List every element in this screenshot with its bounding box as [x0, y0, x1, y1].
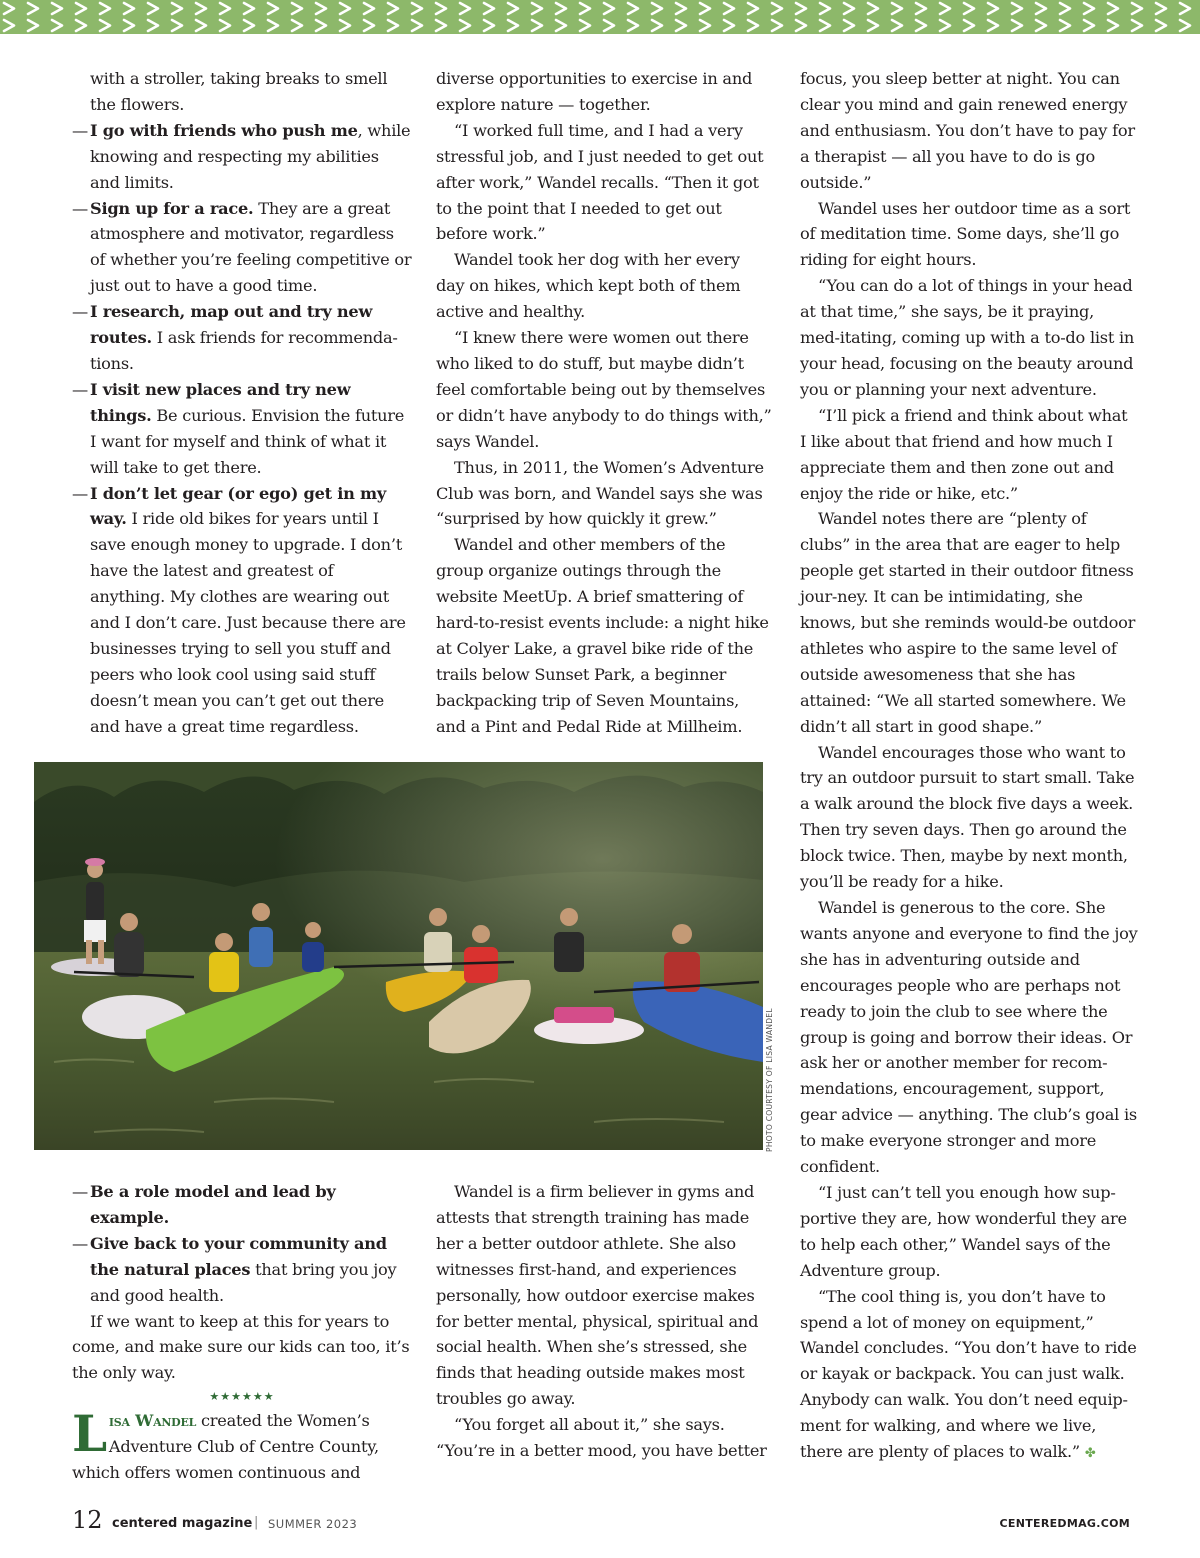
- paragraph: “You forget all about it,” she says. “You’re in a better mood, you have better: [436, 1415, 767, 1461]
- paragraph: “You can do a lot of things in your head at that time,” she says, be it praying, med-itating, coming up with a to-do list in your head, focusing on the beauty around you or planning your next adventure.: [800, 276, 1135, 399]
- list-item-text: I ride old bikes for years until I save enough money to upgrade. I don’t have the latest and greatest of anything. My clothes are wearing out and I don’t care. Just because there are businesses trying to sell you stuff and peers who look cool using said stuff doesn’t mean you can’t get out there and have a great time regardless.: [90, 509, 406, 736]
- section-divider-stars: ★★★★★★: [209, 1390, 275, 1404]
- list-item-lead: I go with friends who push me: [90, 120, 358, 140]
- list-item: — Be a role model and lead by example.: [72, 1182, 336, 1227]
- paragraph: If we want to keep at this for years to come, and make sure our kids can too, it’s the only way.: [72, 1311, 410, 1383]
- paragraph: Wandel took her dog with her every day on hikes, which kept both of them active and healthy.: [436, 250, 741, 322]
- footer-separator: |: [254, 1515, 259, 1530]
- list-item-lead: I research, map out and try new routes.: [90, 302, 373, 348]
- paragraph: Wandel and other members of the group organize outings through the website MeetUp. A brief smattering of hard-to-resist events include: a night hike at Colyer Lake, a gravel bike ride of the trails below Sunset Park, a beginner backpacking trip of Seven Mountains, and a Pint and Pedal Ride at Millheim.: [436, 535, 769, 736]
- kayak-group-photo: [34, 762, 763, 1150]
- paragraph: “I knew there were women out there who liked to do stuff, but maybe didn’t feel comfortable being out by themselves or didn’t have anybody to do things with,” says Wandel.: [436, 328, 772, 451]
- list-item-lead: Be a role model and lead by example.: [90, 1182, 336, 1227]
- paragraph: diverse opportunities to exercise in and explore nature — together.: [436, 69, 753, 114]
- author-bio: [72, 1404, 412, 1486]
- page-number: 12: [72, 1506, 103, 1534]
- paragraph: focus, you sleep better at night. You can clear you mind and gain renewed energy and enthusiasm. You don’t have to pay for a therapist — all you have to do is go outside.”: [800, 69, 1135, 192]
- list-item: — I go with friends who push me, while knowing and respecting my abilities and limits.: [72, 120, 411, 192]
- column-1-top: [72, 66, 412, 740]
- photo-credit: PHOTO COURTESY OF LISA WANDEL: [765, 1008, 774, 1152]
- list-item-text: that bring you joy and good health.: [90, 1259, 397, 1305]
- paragraph: Wandel notes there are “plenty of clubs” in the area that are eager to help people get started in their outdoor fitness jour-ney. It can be intimidating, she knows, but she reminds would-be outdoor athletes who aspire to the same level of outside awesomeness that she has attained: “We all started somewhere. We didn’t all start in good shape.”: [800, 509, 1136, 736]
- end-mark-icon: ✤: [1084, 1446, 1096, 1462]
- paragraph-final: [800, 1284, 1138, 1467]
- column-3: [800, 66, 1138, 1467]
- list-item-lead: I don’t let gear (or ego) get in my way.: [90, 483, 387, 529]
- paragraph: “I’ll pick a friend and think about what I like about that friend and how much I appreciate them and then zone out and enjoy the ride or hike, etc.”: [800, 405, 1128, 503]
- author-name: isa Wandel: [108, 1411, 197, 1431]
- magazine-name: centered magazine: [112, 1516, 253, 1531]
- website-link[interactable]: CENTEREDMAG.COM: [999, 1517, 1130, 1530]
- paragraph-text: “The cool thing is, you don’t have to spend a lot of money on equipment,” Wandel concludes. “You don’t have to ride or kayak or backpack. You can just walk. Anybody can walk. You don’t need equip-ment for walking, and where we live, there are plenty of places to walk.”: [800, 1286, 1137, 1462]
- paragraph: Thus, in 2011, the Women’s Adventure Club was born, and Wandel says she was “surprised by how quickly it grew.”: [436, 457, 764, 529]
- list-item: — Sign up for a race. They are a great atmosphere and motivator, regardless of whether you’re feeling competitive or just out to have a good time.: [72, 198, 412, 296]
- paragraph: “I just can’t tell you enough how sup-portive they are, how wonderful they are to help each other,” Wandel says of the Adventure group.: [800, 1182, 1127, 1280]
- list-item-text: , while knowing and respecting my abilities and limits.: [90, 120, 411, 192]
- list-item: — I don’t let gear (or ego) get in my way. I ride old bikes for years until I save enough money to upgrade. I don’t have the latest and greatest of anything. My clothes are wearing out and I don’t care. Just because there are businesses trying to sell you stuff and peers who look cool using said stuff doesn’t mean you can’t get out there and have a great time regardless.: [72, 483, 406, 736]
- issue-label: SUMMER 2023: [268, 1517, 358, 1531]
- author-bio-text: created the Women’s Adventure Club of Centre County, which offers women continuous and: [72, 1411, 379, 1483]
- list-item-text: Be curious. Envision the future I want for myself and think of what it will take to get there.: [90, 405, 405, 477]
- column-2-top: [436, 66, 772, 740]
- drop-cap: L: [72, 1404, 107, 1464]
- paragraph: Wandel is a firm believer in gyms and attests that strength training has made her a better outdoor athlete. She also witnesses first-hand, and experiences personally, how outdoor exercise makes for better mental, physical, spiritual and social health. When she’s stressed, she finds that heading outside makes most troubles go away.: [436, 1182, 759, 1409]
- column-1-bottom: [72, 1179, 412, 1486]
- list-item: — I visit new places and try new things. Be curious. Envision the future I want for myself and think of what it will take to get there.: [72, 379, 405, 477]
- page-footer: [72, 1506, 1130, 1536]
- paragraph: Wandel uses her outdoor time as a sort of meditation time. Some days, she’ll go riding for eight hours.: [800, 198, 1131, 270]
- list-item-text: They are a great atmosphere and motivator, regardless of whether you’re feeling competitive or just out to have a good time.: [90, 198, 412, 296]
- top-chevron-band: [0, 0, 1200, 34]
- list-item: — Give back to your community and the natural places that bring you joy and good health.: [72, 1233, 397, 1305]
- list-item-continuation: with a stroller, taking breaks to smell the flowers.: [90, 69, 388, 114]
- list-item-text: I ask friends for recommenda-tions.: [90, 328, 398, 373]
- paragraph: Wandel is generous to the core. She wants anyone and everyone to find the joy she has in adventuring outside and encourages people who are perhaps not ready to join the club to see where the group is going and borrow their ideas. Or ask her or another member for recom-mendations, encouragement, support, gear advice — anything. The club’s goal is to make everyone stronger and more confident.: [800, 898, 1138, 1177]
- list-item: — I research, map out and try new routes. I ask friends for recommenda-tions.: [72, 302, 398, 373]
- paragraph: “I worked full time, and I had a very stressful job, and I just needed to get out after work,” Wandel recalls. “Then it got to the point that I needed to get out before work.”: [436, 120, 764, 244]
- list-item-lead: Give back to your community and the natural places: [90, 1233, 387, 1279]
- paragraph: Wandel encourages those who want to try an outdoor pursuit to start small. Take a walk around the block five days a week. Then try seven days. Then go around the block twice. Then, maybe by next month, you’ll be ready for a hike.: [800, 742, 1135, 892]
- list-item-lead: I visit new places and try new things.: [90, 379, 351, 425]
- column-2-bottom: [436, 1179, 772, 1464]
- list-item-lead: Sign up for a race.: [90, 198, 254, 218]
